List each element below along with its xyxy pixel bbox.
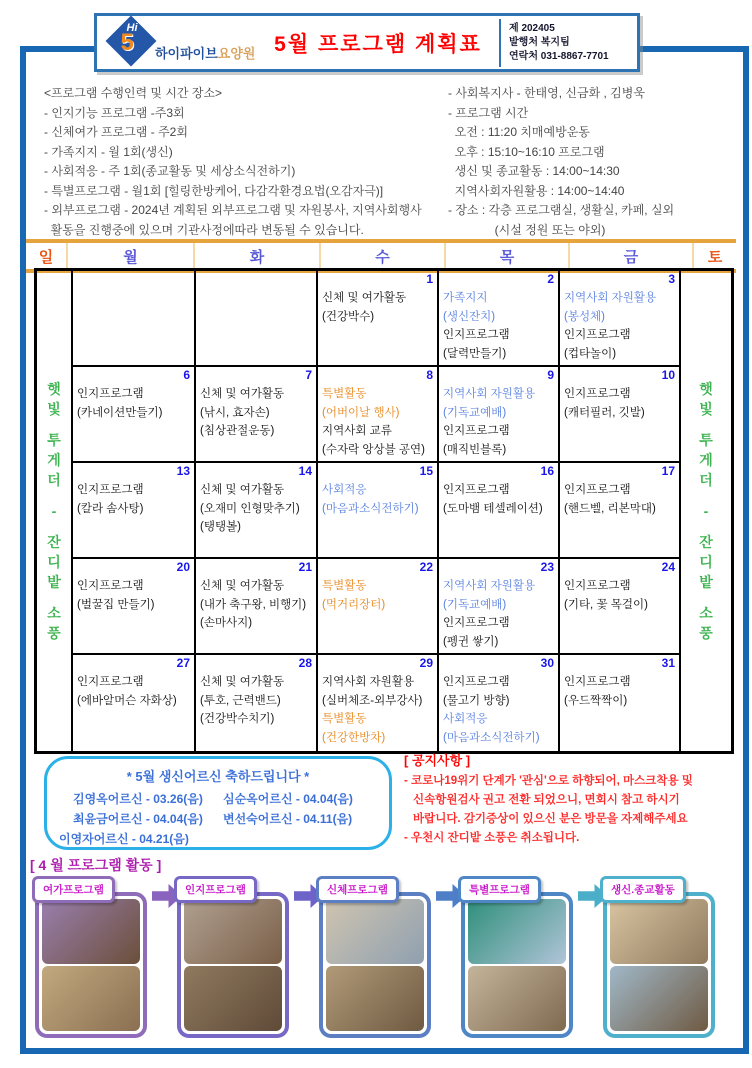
- program-line: 인지프로그램: [77, 484, 144, 496]
- weekday-label: 일: [38, 248, 54, 266]
- day-programs: [560, 672, 679, 710]
- day-number: 8: [426, 368, 433, 382]
- program-line: 인지프로그램: [77, 580, 144, 592]
- weekday-cell-일: [26, 243, 66, 269]
- program-line: (어버이날 행사): [322, 406, 400, 419]
- calendar-day-cell: [196, 367, 318, 463]
- side-text-char: 디: [699, 554, 713, 570]
- photo-frame: [35, 892, 147, 1038]
- day-number: 15: [419, 464, 433, 478]
- facility-name-main: 하이파이브: [155, 45, 218, 61]
- day-number: [196, 271, 316, 288]
- program-line: (생신잔치): [443, 310, 496, 323]
- photo-group: [319, 876, 431, 1040]
- calendar-day-cell: [439, 367, 560, 463]
- weekday-cell-수: [319, 243, 444, 269]
- info-line: - 특별프로그램 - 월1회 [힐링한방케어, 다감각환경요법(오감자극)]: [44, 183, 384, 198]
- activity-photo: [326, 899, 424, 964]
- notice-line: - 우천시 잔디밭 소풍은 취소됩니다.: [404, 832, 580, 844]
- program-line: (봉성체): [564, 310, 605, 323]
- doc-contact: 연락처 031-8867-7701: [509, 50, 609, 62]
- side-text-char: -: [703, 503, 709, 519]
- april-activities-title: [ 4 월 프로그램 활동 ]: [30, 857, 162, 873]
- photo-group: [177, 876, 289, 1040]
- program-line: (손마사지): [200, 617, 253, 629]
- day-number: 17: [661, 464, 675, 478]
- side-text-char: 풍: [699, 625, 713, 641]
- day-programs: [318, 576, 437, 614]
- side-text-char: 햇: [699, 381, 713, 397]
- day-number: 7: [305, 368, 312, 382]
- program-line: 신체 및 여가활동: [200, 676, 285, 688]
- weekday-label: 월: [123, 248, 138, 266]
- day-programs: [318, 672, 437, 747]
- day-programs: [439, 480, 558, 518]
- program-line: (투호, 근력밴드): [200, 694, 281, 707]
- program-line: (우드짝짝이): [564, 694, 628, 707]
- program-line: 인지프로그램: [77, 388, 144, 400]
- day-programs: [73, 672, 194, 710]
- day-programs: [73, 288, 194, 289]
- program-line: 사회적응: [443, 713, 488, 725]
- day-programs: [318, 480, 437, 518]
- info-line: <프로그램 수행인력 및 시간 장소>: [44, 86, 223, 100]
- day-programs: [560, 576, 679, 614]
- info-line: - 외부프로그램 - 2024년 계획된 외부프로그램 및 자원봉사, 지역사회행사: [44, 203, 422, 217]
- program-line: 지역사회 교류: [322, 425, 392, 437]
- calendar-grid: [34, 268, 734, 754]
- program-line: 신체 및 여가활동: [322, 292, 407, 304]
- day-number: [73, 271, 194, 288]
- program-line: 신체 및 여가활동: [200, 484, 285, 496]
- day-number: 13: [176, 464, 190, 478]
- day-number: 21: [298, 560, 312, 574]
- info-line: 오후 : 15:10~16:10 프로그램: [448, 144, 605, 159]
- birthday-title: * 5월 생신어르신 축하드립니다 *: [126, 769, 310, 784]
- page-title: 5월 프로그램 계획표: [274, 32, 482, 56]
- program-line: (캐터필러, 깃발): [564, 406, 645, 419]
- day-number: 9: [547, 368, 554, 382]
- program-line: 특별활동: [322, 713, 367, 725]
- day-number: 29: [419, 656, 433, 670]
- calendar-day-cell: [560, 367, 681, 463]
- day-programs: [560, 480, 679, 518]
- doc-publisher: 발행처 복지팀: [509, 36, 570, 48]
- notice-line: 신속항원검사 권고 전환 되었으니, 면회시 참고 하시기: [413, 794, 680, 806]
- program-line: (달력만들기): [443, 347, 507, 360]
- side-text-char: 잔: [47, 534, 61, 550]
- program-info-right: [448, 84, 714, 240]
- weekday-cell-목: [444, 243, 568, 269]
- program-line: 신체 및 여가활동: [200, 388, 285, 400]
- birthday-name: 이영자어르신 - 04.21(음): [59, 832, 189, 846]
- calendar-day-cell: [73, 559, 196, 655]
- photo-group-label: 여가프로그램: [32, 876, 115, 903]
- weekday-cell-토: [692, 243, 736, 269]
- day-programs: [196, 576, 316, 633]
- side-text-char: 투: [699, 432, 713, 448]
- side-text-char: 게: [47, 452, 61, 468]
- program-line: (카네이션만들기): [77, 406, 163, 419]
- info-line: 오전 : 11:20 치매예방운동: [448, 125, 590, 139]
- weekday-cell-화: [193, 243, 319, 269]
- calendar-day-cell: [439, 463, 560, 559]
- program-line: (물고기 방향): [443, 694, 510, 707]
- program-info: [44, 84, 714, 240]
- weekday-cell-월: [66, 243, 193, 269]
- calendar-day-cell: [73, 463, 196, 559]
- weekday-label: 목: [499, 248, 515, 266]
- program-line: 사회적응: [322, 484, 367, 496]
- program-line: 인지프로그램: [443, 676, 510, 688]
- calendar-day-cell: [318, 655, 439, 751]
- program-line: (건강박수): [322, 310, 375, 323]
- facility-name-sub: 요양원: [217, 45, 256, 61]
- birthday-box: [44, 756, 392, 850]
- notice-title: [ 공지사항 ]: [404, 753, 471, 768]
- calendar-day-cell: [318, 559, 439, 655]
- day-programs: [196, 480, 316, 537]
- calendar-side-left: [37, 271, 73, 751]
- logo-five-text: 5: [120, 28, 134, 56]
- program-line: (마음과소식전하기): [443, 731, 540, 744]
- day-programs: [318, 288, 437, 326]
- header: [94, 13, 640, 72]
- day-number: 14: [298, 464, 312, 478]
- program-line: (건강한방차): [322, 731, 386, 744]
- program-line: 지역사회 자원활용: [443, 580, 536, 592]
- calendar-day-cell: [318, 271, 439, 367]
- weekday-label: 화: [249, 248, 265, 266]
- program-line: (도마뱀 테셀레이션): [443, 502, 543, 515]
- side-text-char: 게: [699, 452, 713, 468]
- calendar-day-cell: [196, 559, 318, 655]
- info-line: - 사회복지사 - 한태영, 신금화 , 김병욱: [448, 86, 645, 100]
- program-line: 특별활동: [322, 580, 367, 592]
- notice-box: [404, 750, 750, 848]
- side-text-char: 소: [47, 605, 61, 621]
- day-number: 20: [176, 560, 190, 574]
- info-line: 지역사회자원활용 : 14:00~14:40: [448, 183, 625, 198]
- side-text-char: 밭: [47, 574, 61, 590]
- program-line: 인지프로그램: [564, 676, 631, 688]
- weekday-label: 금: [623, 248, 639, 266]
- day-programs: [560, 288, 679, 363]
- calendar-day-cell: [196, 271, 318, 367]
- program-line: 인지프로그램: [564, 388, 631, 400]
- side-text-char: 풍: [47, 625, 61, 641]
- program-info-left: [44, 84, 448, 240]
- weekday-label: 토: [707, 248, 723, 266]
- notice-line: 바랍니다. 감기증상이 있으신 분은 방문을 자제해주세요: [413, 813, 688, 825]
- photo-group-label: 생신.종교활동: [600, 876, 686, 903]
- info-line: - 사회적응 - 주 1회(종교활동 및 세상소식전하기): [44, 164, 296, 178]
- program-line: (먹거리장터): [322, 598, 386, 611]
- day-programs: [318, 384, 437, 459]
- side-text-char: 투: [47, 432, 61, 448]
- day-number: 30: [540, 656, 554, 670]
- program-line: 특별활동: [322, 388, 367, 400]
- doc-number: 제 202405: [509, 22, 555, 34]
- info-line: 활동을 진행중에 있으며 기관사정에따라 변동될 수 있습니다.: [44, 222, 364, 237]
- birthday-name-list: [47, 790, 389, 848]
- info-line: - 가족지지 - 월 1회(생신): [44, 144, 173, 159]
- program-line: (기독교예배): [443, 406, 507, 419]
- program-line: 신체 및 여가활동: [200, 580, 285, 592]
- calendar-day-cell: [318, 463, 439, 559]
- program-line: (벌꿀집 만들기): [77, 598, 155, 611]
- day-programs: [196, 672, 316, 729]
- calendar-day-cell: [439, 559, 560, 655]
- day-number: 31: [661, 656, 675, 670]
- day-programs: [439, 288, 558, 363]
- day-programs: [73, 384, 194, 422]
- side-text-char: 빛: [699, 401, 713, 417]
- photo-frame: [603, 892, 715, 1038]
- day-programs: [196, 288, 316, 289]
- activity-photo: [42, 899, 140, 964]
- program-line: (내가 축구왕, 비행기): [200, 598, 307, 611]
- side-text-char: 잔: [699, 534, 713, 550]
- photo-frame: [319, 892, 431, 1038]
- day-number: 16: [540, 464, 554, 478]
- program-line: 지역사회 자원활용: [564, 292, 657, 304]
- calendar-day-cell: [318, 367, 439, 463]
- info-line: - 프로그램 시간: [448, 105, 529, 120]
- day-programs: [73, 576, 194, 614]
- day-number: 27: [176, 656, 190, 670]
- program-line: 인지프로그램: [564, 580, 631, 592]
- day-number: 28: [298, 656, 312, 670]
- photo-group-label: 신체프로그램: [316, 876, 399, 903]
- program-line: (펭귄 쌓기): [443, 635, 499, 648]
- photo-frame: [461, 892, 573, 1038]
- activity-photo: [184, 966, 282, 1031]
- activity-photo: [610, 899, 708, 964]
- side-text-char: -: [51, 503, 57, 519]
- day-programs: [196, 384, 316, 441]
- calendar-day-cell: [439, 271, 560, 367]
- calendar-side-right: [681, 271, 731, 751]
- day-programs: [439, 384, 558, 459]
- birthday-name: 최윤금어르신 - 04.04(음): [73, 812, 203, 826]
- day-number: 10: [661, 368, 675, 382]
- calendar-day-cell: [560, 655, 681, 751]
- logo-hi-text: Hi: [126, 21, 138, 34]
- photo-group-label: 특별프로그램: [458, 876, 541, 903]
- activity-photo: [184, 899, 282, 964]
- program-line: 인지프로그램: [443, 484, 510, 496]
- program-line: (기독교예배): [443, 598, 507, 611]
- program-line: 인지프로그램: [564, 484, 631, 496]
- day-number: 3: [668, 272, 675, 286]
- calendar-day-cell: [560, 463, 681, 559]
- info-line: - 인지기능 프로그램 -주3회: [44, 105, 185, 120]
- photo-group: [603, 876, 715, 1040]
- day-number: 22: [419, 560, 433, 574]
- birthday-name: 심순옥어르신 - 04.04(음): [223, 792, 353, 806]
- weekday-cell-금: [568, 243, 692, 269]
- weekday-label: 수: [375, 248, 390, 266]
- side-text-char: 소: [699, 605, 713, 621]
- photo-group: [35, 876, 147, 1040]
- hi5-logo-icon: [106, 15, 157, 66]
- day-programs: [439, 672, 558, 747]
- program-line: (에바알머슨 자화상): [77, 694, 177, 707]
- program-line: (오재미 인형맞추기): [200, 502, 300, 515]
- calendar-day-cell: [439, 655, 560, 751]
- calendar-day-cell: [73, 271, 196, 367]
- april-photo-strip: [0, 876, 752, 1044]
- program-line: (핸드벨, 리본막대): [564, 502, 656, 515]
- day-number: 24: [661, 560, 675, 574]
- activity-photo: [326, 966, 424, 1031]
- day-number: 23: [540, 560, 554, 574]
- activity-photo: [468, 899, 566, 964]
- program-line: 인지프로그램: [443, 425, 510, 437]
- calendar-day-cell: [73, 655, 196, 751]
- info-line: - 장소 : 각층 프로그램실, 생활실, 카페, 실외: [448, 203, 675, 217]
- facility-logo: [107, 23, 257, 63]
- info-line: 생신 및 종교활동 : 14:00~14:30: [448, 164, 620, 178]
- calendar-day-cell: [560, 559, 681, 655]
- photo-group: [461, 876, 573, 1040]
- program-line: (침상관절운동): [200, 425, 275, 437]
- program-line: (칼라 솜사탕): [77, 502, 144, 515]
- side-text-char: 디: [47, 554, 61, 570]
- side-text-char: 햇: [47, 381, 61, 397]
- photo-frame: [177, 892, 289, 1038]
- side-text-char: 더: [47, 472, 61, 488]
- program-line: (낚시, 효자손): [200, 406, 270, 419]
- day-number: 2: [547, 272, 554, 286]
- activity-photo: [468, 966, 566, 1031]
- program-line: (건강박수치기): [200, 713, 275, 725]
- calendar-day-cell: [196, 463, 318, 559]
- facility-name: [151, 43, 255, 63]
- program-line: 가족지지: [443, 292, 488, 304]
- program-line: 지역사회 자원활용: [443, 388, 536, 400]
- program-line: (마음과소식전하기): [322, 502, 419, 515]
- program-line: 인지프로그램: [77, 676, 144, 688]
- day-programs: [439, 576, 558, 651]
- side-text-char: 더: [699, 472, 713, 488]
- birthday-name: 김영옥어르신 - 03.26(음): [73, 792, 203, 806]
- photo-group-label: 인지프로그램: [174, 876, 257, 903]
- program-line: 지역사회 자원활용: [322, 676, 415, 688]
- side-text-char: 빛: [47, 401, 61, 417]
- program-line: (탱탱볼): [200, 521, 241, 533]
- info-line: - 신체여가 프로그램 - 주2회: [44, 125, 188, 139]
- program-line: (매직빈블록): [443, 443, 507, 456]
- notice-lines: [404, 772, 750, 848]
- calendar-day-cell: [196, 655, 318, 751]
- program-line: 인지프로그램: [564, 329, 631, 341]
- program-line: 인지프로그램: [443, 617, 510, 629]
- calendar-day-cell: [73, 367, 196, 463]
- day-number: 6: [183, 368, 190, 382]
- program-line: (컵타놀이): [564, 347, 617, 360]
- side-text-char: 밭: [699, 574, 713, 590]
- doc-info: [499, 19, 637, 67]
- day-programs: [73, 480, 194, 518]
- day-programs: [560, 384, 679, 422]
- info-line: (시설 정원 또는 야외): [448, 222, 606, 237]
- program-line: (실버체조-외부강사): [322, 694, 423, 707]
- program-line: 인지프로그램: [443, 329, 510, 341]
- program-line: (수자락 앙상블 공연): [322, 443, 425, 456]
- program-line: (기타, 꽃 목걸이): [564, 598, 648, 611]
- activity-photo: [610, 966, 708, 1031]
- day-number: 1: [426, 272, 433, 286]
- activity-photo: [42, 966, 140, 1031]
- birthday-name: 변선숙어르신 - 04.11(음): [223, 812, 353, 826]
- calendar-day-cell: [560, 271, 681, 367]
- notice-line: - 코로나19위기 단계가 '관심'으로 하향되어, 마스크착용 및: [404, 775, 693, 787]
